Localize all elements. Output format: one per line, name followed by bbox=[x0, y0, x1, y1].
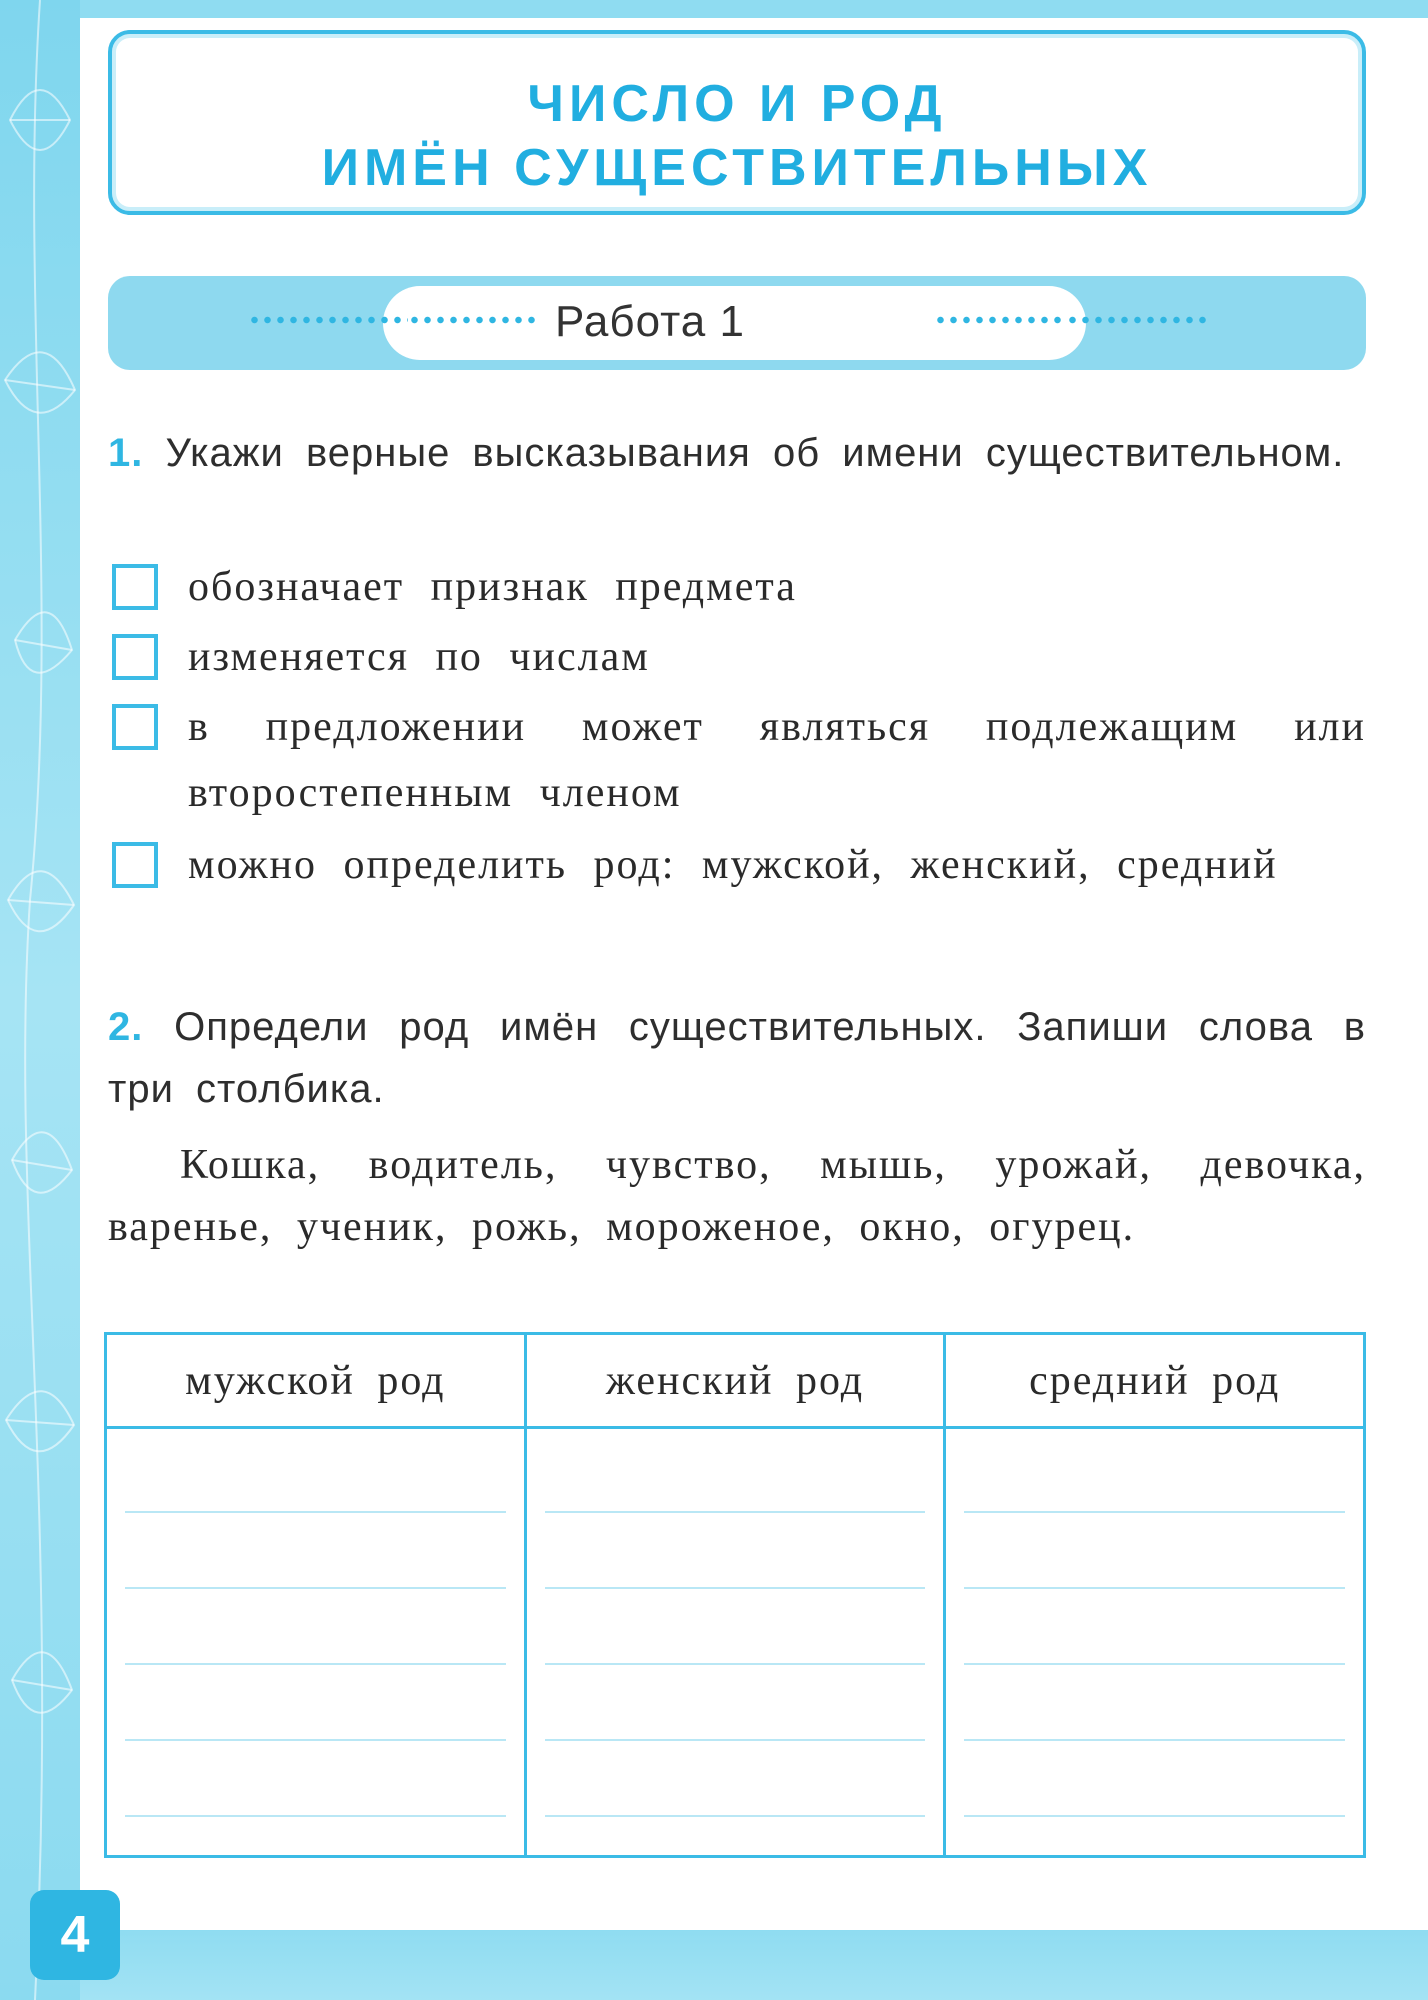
writing-line[interactable] bbox=[125, 1815, 506, 1817]
option-label: можно определить род: мужской, женский, средний bbox=[188, 842, 1278, 888]
writing-line[interactable] bbox=[545, 1511, 926, 1513]
writing-line[interactable] bbox=[545, 1815, 926, 1817]
writing-line[interactable] bbox=[545, 1739, 926, 1741]
section-title-line-1: ЧИСЛО И РОД bbox=[527, 75, 947, 133]
decorative-left-strip bbox=[0, 0, 80, 2000]
task-2-text: Определи род имён существительных. Запиши слова в три столбика. bbox=[108, 1005, 1366, 1111]
writing-line[interactable] bbox=[125, 1511, 506, 1513]
writing-line[interactable] bbox=[964, 1587, 1345, 1589]
column-header: мужской род bbox=[107, 1335, 524, 1429]
option-label: в предложении может являться подлежащим или второстепенным членом bbox=[188, 704, 1366, 816]
task-1-number: 1. bbox=[108, 431, 144, 475]
writing-line[interactable] bbox=[125, 1663, 506, 1665]
writing-line[interactable] bbox=[545, 1663, 926, 1665]
checkbox[interactable] bbox=[112, 704, 158, 750]
checkbox[interactable] bbox=[112, 634, 158, 680]
word-list: Кошка, водитель, чувство, мышь, урожай, девочка, варенье, ученик, рожь, мороженое, окно, огурец. bbox=[108, 1142, 1366, 1250]
writing-line[interactable] bbox=[964, 1511, 1345, 1513]
work-title: Работа 1 bbox=[555, 297, 745, 346]
page-number: 4 bbox=[30, 1890, 120, 1980]
section-title-line-2: ИМЁН СУЩЕСТВИТЕЛЬНЫХ bbox=[321, 139, 1153, 197]
writing-line[interactable] bbox=[964, 1663, 1345, 1665]
task-2-prompt bbox=[108, 996, 1366, 1120]
leaf-pattern-icon bbox=[0, 0, 80, 2000]
column-header: средний род bbox=[946, 1335, 1363, 1429]
writing-line[interactable] bbox=[125, 1587, 506, 1589]
writing-line[interactable] bbox=[545, 1587, 926, 1589]
writing-line[interactable] bbox=[964, 1739, 1345, 1741]
dots-left-outer bbox=[248, 315, 408, 325]
section-title-box bbox=[108, 30, 1366, 215]
option-label: обозначает признак предмета bbox=[188, 564, 797, 610]
gender-table bbox=[104, 1332, 1366, 1858]
writing-line[interactable] bbox=[964, 1815, 1345, 1817]
column-masculine bbox=[107, 1335, 524, 1855]
column-neuter bbox=[943, 1335, 1363, 1855]
checkbox[interactable] bbox=[112, 842, 158, 888]
column-header: женский род bbox=[527, 1335, 944, 1429]
writing-line[interactable] bbox=[125, 1739, 506, 1741]
column-feminine bbox=[524, 1335, 944, 1855]
top-band bbox=[80, 0, 1428, 18]
task-1-prompt bbox=[108, 422, 1366, 484]
option-label: изменяется по числам bbox=[188, 634, 650, 680]
task-2-number: 2. bbox=[108, 1005, 144, 1049]
dots-right-outer bbox=[1066, 315, 1206, 325]
dots-right-inner bbox=[934, 315, 1066, 325]
task-1-text: Укажи верные высказывания об имени существительном. bbox=[165, 431, 1345, 475]
bottom-band bbox=[80, 1930, 1428, 2000]
checkbox[interactable] bbox=[112, 564, 158, 610]
